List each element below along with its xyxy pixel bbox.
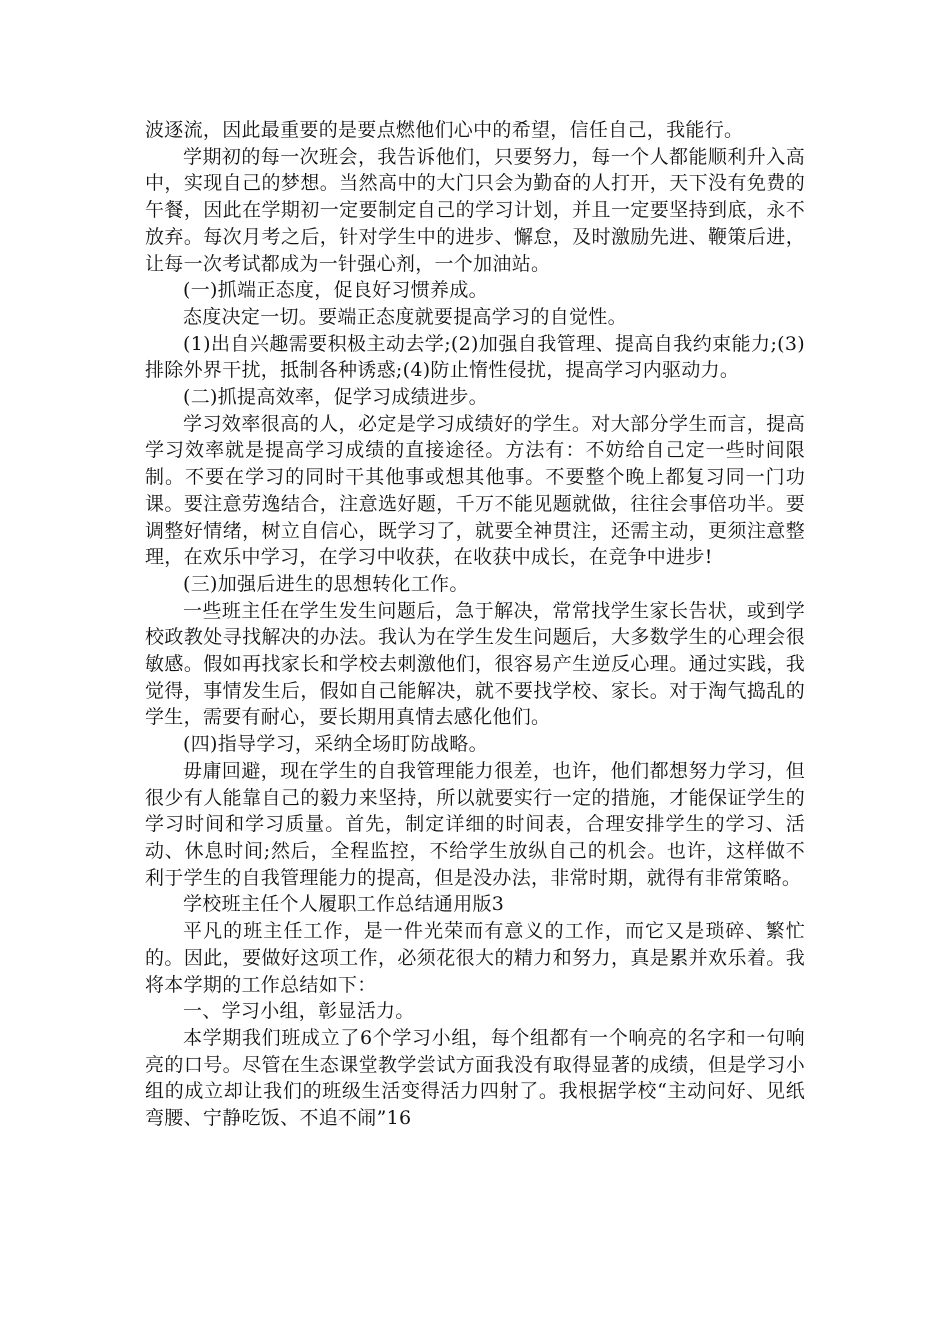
paragraph-continued: 波逐流，因此最重要的是要点燃他们心中的希望，信任自己，我能行。 <box>145 119 744 141</box>
paragraph-class-meeting: 学期初的每一次班会，我告诉他们，只要努力，每一个人都能顺利升入高中，实现自己的梦想。当然高中的大门只会为勤奋的人打开，天下没有免费的午餐，因此在学期初一定要制定自己的学习计划，并且一定要坚持到底，永不放弃。每次月考之后，针对学生中的进步、懈怠，及时激励先进、鞭策后进，让每一次考试都成为一针强心剂，一个加油站。 <box>145 145 805 275</box>
section-heading-underachievers: (三)加强后进生的思想转化工作。 <box>183 572 469 595</box>
section-heading-efficiency: (二)抓提高效率，促学习成绩进步。 <box>183 386 488 409</box>
paragraph-intro-3: 平凡的班主任工作，是一件光荣而有意义的工作，而它又是琐碎、繁忙的。因此，要做好这项工作，必须花很大的精力和努力，真是累并欢乐着。我将本学期的工作总结如下： <box>145 920 805 996</box>
paragraph-underachievers: 一些班主任在学生发生问题后，急于解决，常常找学生家长告状，或到学校政教处寻找解决的办法。我认为在学生发生问题后，大多数学生的心理会很敏感。假如再找家长和学校去刺激他们，很容易产生逆反心理。通过实践，我觉得，事情发生后，假如自己能解决，就不要找学校、家长。对于淘气捣乱的学生，需要有耐心，要长期用真情去感化他们。 <box>145 599 805 729</box>
document-body <box>145 117 805 1132</box>
section-heading-guidance: (四)指导学习，采纳全场盯防战略。 <box>183 733 488 756</box>
paragraph-efficiency: 学习效率很高的人，必定是学习成绩好的学生。对大部分学生而言，提高学习效率就是提高学习成绩的直接途径。方法有：不妨给自己定一些时间限制。不要在学习的同时干其他事或想其他事。不要整个晚上都复习同一门功课。要注意劳逸结合，注意选好题，千万不能见题就做，往往会事倍功半。要调整好情绪，树立自信心，既学习了，就要全神贯注，还需主动，更须注意整理，在欢乐中学习，在学习中收获，在收获中成长，在竞争中进步! <box>145 412 805 569</box>
paragraph-guidance: 毋庸回避，现在学生的自我管理能力很差，也许，他们都想努力学习，但很少有人能靠自己的毅力来坚持，所以就要实行一定的措施，才能保证学生的学习时间和学习质量。首先，制定详细的时间表，合理安排学生的学习、活动、休息时间;然后，全程监控，不给学生放纵自己的机会。也许，这样做不利于学生的自我管理能力的提高，但是没办法，非常时期，就得有非常策略。 <box>145 759 805 889</box>
paragraph-study-groups: 本学期我们班成立了6个学习小组，每个组都有一个响亮的名字和一句响亮的口号。尽管在生态课堂教学尝试方面我没有取得显著的成绩，但是学习小组的成立却让我们的班级生活变得活力四射了。我根据学校“主动问好、见纸弯腰、宁静吃饭、不追不闹”16 <box>145 1026 805 1130</box>
paragraph-attitude: 态度决定一切。要端正态度就要提高学习的自觉性。 <box>183 305 627 328</box>
article-title-3: 学校班主任个人履职工作总结通用版3 <box>183 893 505 916</box>
section-heading-attitude: (一)抓端正态度，促良好习惯养成。 <box>183 279 488 302</box>
section-heading-study-groups: 一、学习小组，彰显活力。 <box>183 1000 415 1023</box>
paragraph-attitude-list: (1)出自兴趣需要积极主动去学;(2)加强自我管理、提高自我约束能力;(3)排除外界干扰，抵制各种诱惑;(4)防止惰性侵扰，提高学习内驱动力。 <box>145 332 805 382</box>
